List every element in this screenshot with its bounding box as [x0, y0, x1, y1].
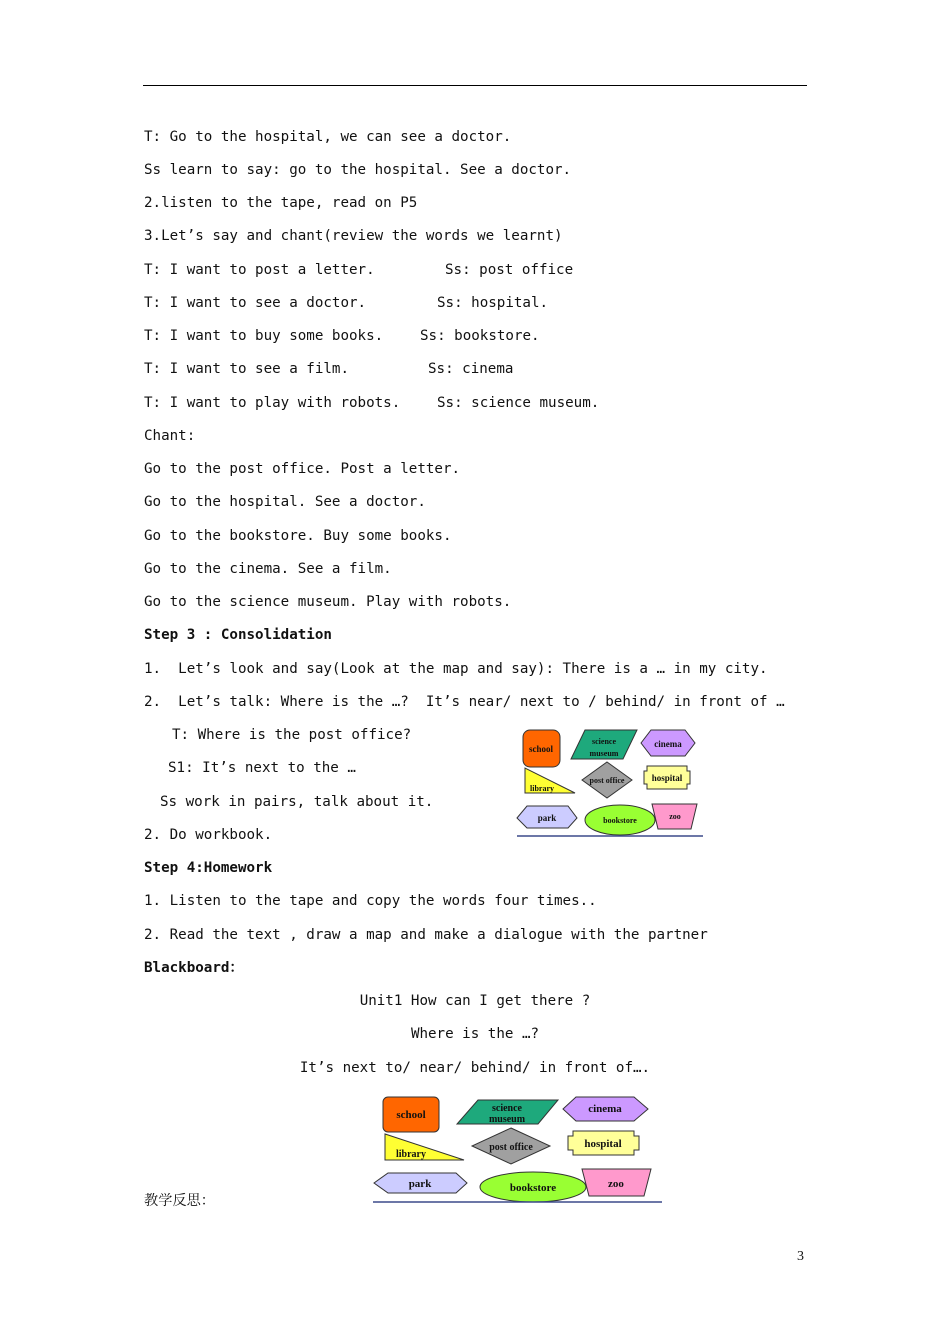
hospital-label: hospital — [584, 1138, 622, 1150]
blackboard-line: It’s next to/ near/ behind/ in front of…. — [299, 1060, 651, 1076]
park-label: park — [537, 813, 557, 823]
cinema-label: cinema — [654, 739, 682, 749]
text-line: 2.listen to the tape, read on P5 — [144, 195, 418, 211]
zoo-label: zoo — [608, 1178, 624, 1190]
science-museum-label: science — [492, 1103, 522, 1114]
blackboard-line: Where is the …? — [410, 1026, 540, 1042]
text-line: 3.Let’s say and chant(review the words we learnt) — [144, 228, 563, 244]
page-number: 3 — [797, 1249, 804, 1264]
park-label: park — [408, 1178, 432, 1190]
section-heading: Step 4:Homework — [144, 860, 273, 876]
text-line: T: I want to see a doctor. — [144, 295, 367, 311]
header-rule — [143, 85, 807, 86]
text-line: Go to the bookstore. Buy some books. — [144, 528, 452, 544]
text-line: T: Where is the post office? — [172, 727, 412, 743]
text-line: T: I want to see a film. — [144, 361, 349, 377]
bookstore-label: bookstore — [509, 1182, 557, 1194]
text-line: S1: It’s next to the … — [168, 760, 356, 776]
library-label: library — [530, 784, 554, 793]
science-museum-label: museum — [488, 1114, 526, 1125]
text-line: T: I want to buy some books. — [144, 328, 384, 344]
reflection-label: 教学反思： — [144, 1193, 215, 1209]
hospital-label: hospital — [651, 773, 683, 783]
text-line: Go to the hospital. See a doctor. — [144, 494, 426, 510]
text-line: Ss: bookstore. — [420, 328, 540, 344]
text-line: 2. Read the text , draw a map and make a dialogue with the partner — [144, 927, 708, 943]
text-line: Ss: science museum. — [437, 395, 600, 411]
text-line: Go to the science museum. Play with robots. — [144, 594, 512, 610]
text-line: T: Go to the hospital, we can see a doctor. — [144, 129, 512, 145]
science-museum-label: museum — [589, 749, 619, 758]
text-line: 2. Let’s talk: Where is the …? It’s near/ next to / behind/ in front of … — [144, 694, 785, 710]
text-line: T: I want to play with robots. — [144, 395, 401, 411]
library-label: library — [396, 1149, 426, 1160]
text-line: Go to the post office. Post a letter. — [144, 461, 461, 477]
text-line: Ss: cinema — [428, 361, 514, 377]
city-map-small — [515, 726, 707, 840]
text-line: Ss: post office — [445, 262, 574, 278]
text-line: 2. Do workbook. — [144, 827, 273, 843]
text-line: 1. Let’s look and say(Look at the map and say): There is a … in my city. — [144, 661, 768, 677]
text-line: 1. Listen to the tape and copy the words four times.. — [144, 893, 597, 909]
cinema-label: cinema — [588, 1103, 622, 1115]
text-line: T: I want to post a letter. — [144, 262, 375, 278]
post-office-label: post office — [489, 1142, 533, 1153]
zoo-label: zoo — [669, 812, 681, 821]
city-map-blackboard — [370, 1094, 665, 1206]
bookstore-label: bookstore — [603, 816, 637, 825]
section-heading: Step 3 : Consolidation — [144, 627, 332, 643]
text-line: Ss: hospital. — [437, 295, 549, 311]
school-label: school — [528, 744, 554, 754]
text-line: Ss learn to say: go to the hospital. See a doctor. — [144, 162, 572, 178]
section-heading: Blackboard： — [144, 960, 244, 976]
science-museum-label: science — [592, 737, 616, 746]
text-line: Go to the cinema. See a film. — [144, 561, 392, 577]
post-office-label: post office — [589, 776, 625, 785]
text-line: Chant: — [144, 428, 196, 444]
school-label: school — [396, 1109, 426, 1121]
text-line: Ss work in pairs, talk about it. — [160, 794, 434, 810]
blackboard-title: Unit1 How can I get there ? — [359, 993, 591, 1009]
